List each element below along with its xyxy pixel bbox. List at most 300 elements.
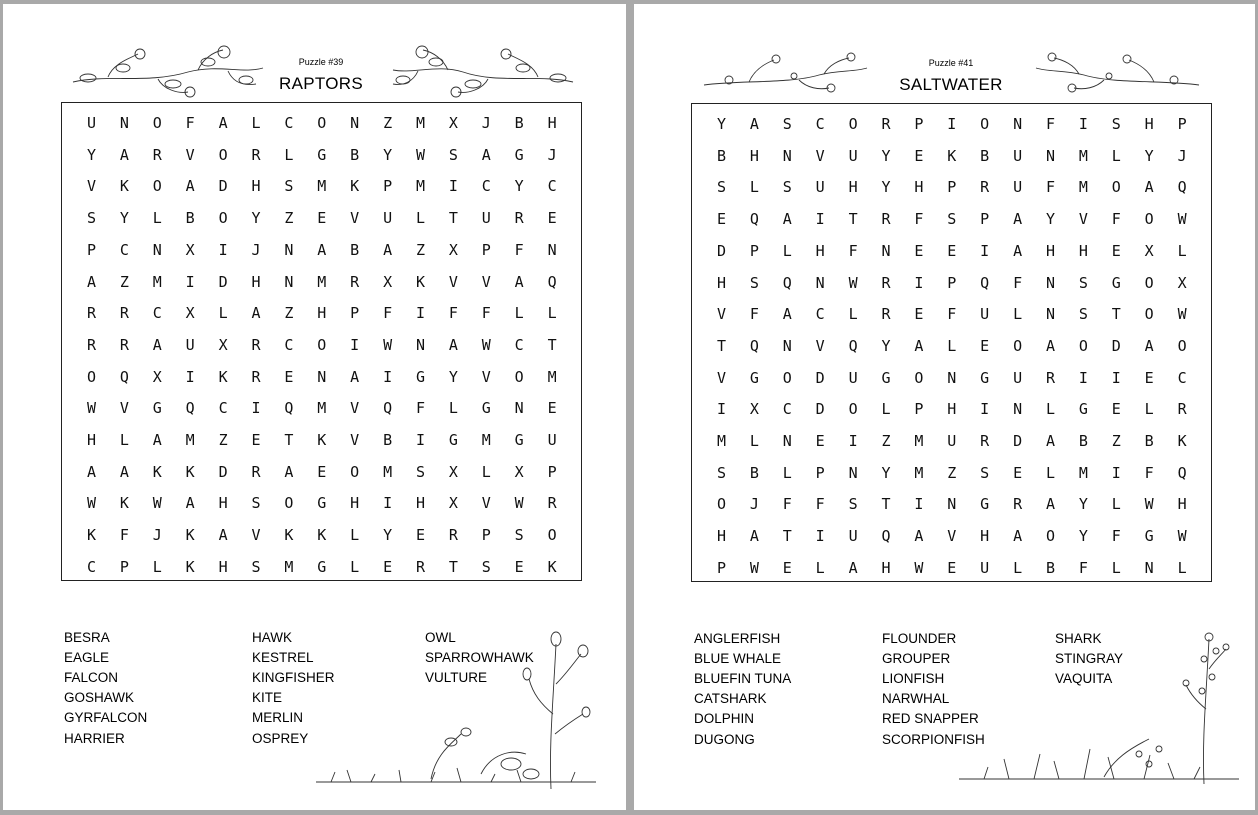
grid-letter[interactable]: L — [1111, 146, 1121, 165]
grid-letter[interactable]: S — [848, 495, 858, 514]
grid-letter[interactable]: E — [1144, 368, 1154, 387]
grid-letter[interactable]: Y — [1078, 527, 1088, 546]
grid-letter[interactable]: H — [1078, 241, 1088, 260]
grid-letter[interactable]: W — [415, 145, 426, 164]
grid-letter[interactable]: R — [119, 304, 129, 323]
grid-letter[interactable]: S — [86, 209, 97, 228]
grid-letter[interactable]: F — [815, 495, 825, 514]
grid-letter[interactable]: Y — [119, 209, 129, 228]
grid-letter[interactable]: P — [947, 178, 957, 197]
grid-letter[interactable]: R — [86, 335, 97, 354]
grid-letter[interactable]: V — [716, 368, 727, 387]
grid-letter[interactable]: G — [317, 145, 327, 164]
grid-letter[interactable]: N — [152, 240, 162, 259]
grid-letter[interactable]: A — [119, 462, 129, 481]
grid-letter[interactable]: U — [86, 114, 97, 132]
grid-letter[interactable]: F — [415, 399, 426, 418]
grid-letter[interactable]: U — [848, 368, 858, 387]
grid-letter[interactable]: C — [86, 557, 97, 576]
grid-letter[interactable]: O — [1144, 273, 1154, 292]
grid-letter[interactable]: V — [251, 526, 261, 545]
grid-letter[interactable]: L — [1013, 305, 1023, 324]
grid-letter[interactable]: F — [1045, 178, 1056, 197]
grid-letter[interactable]: U — [947, 432, 957, 450]
grid-letter[interactable]: A — [1045, 495, 1056, 514]
grid-letter[interactable]: E — [815, 432, 825, 450]
grid-letter[interactable]: Z — [218, 431, 228, 449]
grid-letter[interactable]: K — [218, 367, 228, 386]
grid-letter[interactable]: E — [980, 336, 990, 355]
grid-letter[interactable]: Y — [448, 367, 458, 386]
grid-letter[interactable]: U — [1013, 146, 1023, 165]
grid-letter[interactable]: R — [881, 305, 891, 324]
grid-letter[interactable]: N — [848, 463, 858, 482]
grid-letter[interactable]: H — [86, 431, 97, 449]
grid-letter[interactable]: A — [1045, 432, 1056, 450]
grid-letter[interactable]: A — [782, 210, 792, 229]
grid-letter[interactable]: H — [251, 177, 261, 196]
grid-letter[interactable]: X — [1144, 241, 1154, 260]
grid-letter[interactable]: N — [947, 495, 957, 514]
grid-letter[interactable]: E — [914, 305, 924, 324]
grid-letter[interactable]: K — [185, 557, 195, 576]
grid-letter[interactable]: B — [1078, 432, 1088, 450]
grid-letter[interactable]: O — [152, 177, 162, 196]
grid-letter[interactable]: P — [947, 273, 957, 292]
grid-letter[interactable]: G — [749, 368, 759, 387]
grid-letter[interactable]: S — [251, 494, 261, 513]
grid-letter[interactable]: S — [481, 557, 491, 576]
grid-letter[interactable]: A — [251, 304, 261, 323]
grid-letter[interactable]: N — [782, 146, 792, 165]
grid-letter[interactable]: P — [914, 400, 924, 419]
grid-letter[interactable]: I — [1111, 463, 1121, 482]
grid-letter[interactable]: A — [914, 336, 924, 355]
grid-letter[interactable]: Q — [185, 399, 195, 418]
grid-letter[interactable]: R — [251, 367, 261, 386]
grid-letter[interactable]: C — [514, 335, 524, 354]
grid-letter[interactable]: A — [514, 272, 524, 291]
grid-letter[interactable]: V — [350, 209, 360, 228]
grid-letter[interactable]: Y — [881, 463, 891, 482]
grid-letter[interactable]: E — [317, 209, 327, 228]
grid-letter[interactable]: C — [815, 305, 825, 324]
grid-letter[interactable]: A — [1013, 527, 1023, 546]
grid-letter[interactable]: Y — [86, 145, 97, 164]
grid-letter[interactable]: I — [980, 241, 990, 260]
grid-letter[interactable]: H — [547, 114, 557, 132]
grid-letter[interactable]: X — [749, 400, 759, 419]
grid-letter[interactable]: O — [317, 114, 327, 132]
grid-letter[interactable]: O — [152, 114, 162, 132]
grid-letter[interactable]: A — [86, 462, 97, 481]
grid-letter[interactable]: F — [1045, 115, 1056, 133]
grid-letter[interactable]: U — [815, 178, 825, 197]
grid-letter[interactable]: C — [547, 177, 557, 196]
grid-letter[interactable]: S — [415, 462, 426, 481]
grid-letter[interactable]: O — [317, 335, 327, 354]
grid-letter[interactable]: M — [152, 272, 162, 291]
grid-letter[interactable]: R — [152, 145, 162, 164]
grid-letter[interactable]: F — [185, 114, 195, 132]
grid-letter[interactable]: Z — [119, 272, 129, 291]
grid-letter[interactable]: O — [1144, 210, 1154, 229]
grid-letter[interactable]: L — [350, 526, 360, 545]
grid-letter[interactable]: V — [716, 305, 727, 324]
grid-letter[interactable]: S — [749, 273, 759, 292]
grid-letter[interactable]: N — [284, 272, 294, 291]
grid-letter[interactable]: A — [218, 114, 228, 132]
grid-letter[interactable]: Q — [881, 527, 891, 546]
grid-letter[interactable]: M — [284, 557, 294, 576]
grid-letter[interactable]: X — [152, 367, 162, 386]
grid-letter[interactable]: A — [218, 526, 228, 545]
grid-letter[interactable]: Y — [881, 336, 891, 355]
grid-letter[interactable]: E — [1111, 400, 1121, 419]
grid-letter[interactable]: N — [350, 114, 360, 132]
grid-letter[interactable]: C — [284, 114, 294, 132]
grid-letter[interactable]: I — [218, 240, 228, 259]
grid-letter[interactable]: D — [1111, 336, 1121, 355]
grid-letter[interactable]: R — [514, 209, 524, 228]
grid-letter[interactable]: D — [218, 462, 228, 481]
grid-letter[interactable]: K — [415, 272, 426, 291]
grid-letter[interactable]: P — [749, 241, 759, 260]
grid-letter[interactable]: L — [1045, 400, 1056, 419]
grid-letter[interactable]: I — [383, 367, 393, 386]
grid-letter[interactable]: Y — [881, 178, 891, 197]
grid-letter[interactable]: Z — [1111, 432, 1121, 450]
grid-letter[interactable]: W — [1177, 527, 1187, 546]
grid-letter[interactable]: A — [914, 527, 924, 546]
grid-letter[interactable]: R — [547, 494, 557, 513]
grid-letter[interactable]: O — [547, 526, 557, 545]
grid-letter[interactable]: Q — [782, 273, 792, 292]
grid-letter[interactable]: N — [514, 399, 524, 418]
grid-letter[interactable]: V — [119, 399, 129, 418]
grid-letter[interactable]: D — [218, 177, 228, 196]
grid-letter[interactable]: P — [481, 240, 491, 259]
grid-letter[interactable]: I — [185, 272, 195, 291]
grid-letter[interactable]: F — [1078, 558, 1088, 577]
grid-letter[interactable]: L — [119, 431, 129, 449]
grid-letter[interactable]: N — [1045, 305, 1056, 324]
grid-letter[interactable]: H — [1144, 115, 1154, 133]
grid-letter[interactable]: I — [350, 335, 360, 354]
grid-letter[interactable]: C — [481, 177, 491, 196]
grid-letter[interactable]: Z — [284, 304, 294, 323]
grid-letter[interactable]: N — [947, 368, 957, 387]
grid-letter[interactable]: O — [1111, 178, 1121, 197]
grid-letter[interactable]: Z — [284, 209, 294, 228]
grid-letter[interactable]: R — [1045, 368, 1056, 387]
grid-letter[interactable]: P — [86, 240, 97, 259]
grid-letter[interactable]: K — [152, 462, 162, 481]
grid-letter[interactable]: G — [1078, 400, 1088, 419]
grid-letter[interactable]: I — [815, 527, 825, 546]
grid-letter[interactable]: T — [547, 335, 557, 354]
grid-letter[interactable]: L — [848, 305, 858, 324]
grid-letter[interactable]: S — [514, 526, 524, 545]
grid-letter[interactable]: K — [185, 462, 195, 481]
grid-letter[interactable]: Y — [716, 115, 727, 133]
grid-letter[interactable]: L — [1144, 400, 1154, 419]
grid-letter[interactable]: I — [415, 304, 426, 323]
grid-letter[interactable]: E — [947, 558, 957, 577]
grid-letter[interactable]: L — [749, 178, 759, 197]
grid-letter[interactable]: H — [415, 494, 426, 513]
grid-letter[interactable]: X — [448, 462, 458, 481]
grid-letter[interactable]: F — [1013, 273, 1023, 292]
grid-letter[interactable]: O — [848, 115, 858, 133]
grid-letter[interactable]: M — [481, 431, 491, 449]
grid-letter[interactable]: O — [716, 495, 727, 514]
grid-letter[interactable]: N — [782, 432, 792, 450]
grid-letter[interactable]: C — [782, 400, 792, 419]
grid-letter[interactable]: N — [782, 336, 792, 355]
grid-letter[interactable]: T — [716, 336, 727, 355]
grid-letter[interactable]: L — [514, 304, 524, 323]
grid-letter[interactable]: A — [782, 305, 792, 324]
grid-letter[interactable]: E — [947, 241, 957, 260]
grid-letter[interactable]: A — [1144, 178, 1154, 197]
grid-letter[interactable]: G — [317, 494, 327, 513]
grid-letter[interactable]: M — [415, 114, 426, 132]
grid-letter[interactable]: I — [1078, 368, 1088, 387]
grid-letter[interactable]: G — [980, 368, 990, 387]
grid-letter[interactable]: Y — [514, 177, 524, 196]
grid-letter[interactable]: G — [514, 145, 524, 164]
grid-letter[interactable]: Q — [547, 272, 557, 291]
grid-letter[interactable]: O — [218, 209, 228, 228]
grid-letter[interactable]: X — [448, 240, 458, 259]
grid-letter[interactable]: S — [980, 463, 990, 482]
grid-letter[interactable]: B — [716, 146, 727, 165]
grid-letter[interactable]: P — [980, 210, 990, 229]
grid-letter[interactable]: G — [481, 399, 491, 418]
grid-letter[interactable]: N — [1045, 273, 1056, 292]
grid-letter[interactable]: S — [251, 557, 261, 576]
grid-letter[interactable]: S — [782, 178, 792, 197]
grid-letter[interactable]: A — [284, 462, 294, 481]
grid-letter[interactable]: E — [914, 241, 924, 260]
grid-letter[interactable]: R — [1177, 400, 1187, 419]
grid-letter[interactable]: A — [1045, 336, 1056, 355]
grid-letter[interactable]: D — [218, 272, 228, 291]
grid-letter[interactable]: S — [947, 210, 957, 229]
grid-letter[interactable]: M — [415, 177, 426, 196]
grid-letter[interactable]: O — [848, 400, 858, 419]
grid-letter[interactable]: Y — [881, 146, 891, 165]
grid-letter[interactable]: J — [547, 145, 557, 164]
grid-letter[interactable]: K — [947, 146, 957, 165]
grid-letter[interactable]: C — [1177, 368, 1187, 387]
grid-letter[interactable]: Y — [1144, 146, 1154, 165]
grid-letter[interactable]: N — [284, 240, 294, 259]
grid-letter[interactable]: L — [547, 304, 557, 323]
grid-letter[interactable]: A — [1013, 241, 1023, 260]
grid-letter[interactable]: H — [815, 241, 825, 260]
grid-letter[interactable]: B — [350, 240, 360, 259]
grid-letter[interactable]: L — [1111, 495, 1121, 514]
grid-letter[interactable]: R — [86, 304, 97, 323]
grid-letter[interactable]: P — [350, 304, 360, 323]
grid-letter[interactable]: W — [914, 558, 924, 577]
grid-letter[interactable]: P — [119, 557, 129, 576]
grid-letter[interactable]: S — [1078, 305, 1088, 324]
grid-letter[interactable]: W — [86, 399, 97, 418]
grid-letter[interactable]: L — [1177, 241, 1187, 260]
grid-letter[interactable]: I — [914, 273, 924, 292]
grid-letter[interactable]: D — [1013, 432, 1023, 450]
grid-letter[interactable]: N — [1013, 400, 1023, 419]
grid-letter[interactable]: T — [448, 209, 458, 228]
grid-letter[interactable]: K — [1177, 432, 1187, 450]
grid-letter[interactable]: W — [848, 273, 858, 292]
grid-letter[interactable]: V — [1078, 210, 1088, 229]
grid-letter[interactable]: D — [815, 400, 825, 419]
grid-letter[interactable]: M — [547, 367, 557, 386]
grid-letter[interactable]: K — [317, 431, 327, 449]
grid-letter[interactable]: G — [1111, 273, 1121, 292]
grid-letter[interactable]: O — [514, 367, 524, 386]
grid-letter[interactable]: I — [716, 400, 727, 419]
grid-letter[interactable]: D — [815, 368, 825, 387]
grid-letter[interactable]: A — [317, 240, 327, 259]
grid-letter[interactable]: G — [448, 431, 458, 449]
grid-letter[interactable]: Q — [284, 399, 294, 418]
grid-letter[interactable]: L — [350, 557, 360, 576]
grid-letter[interactable]: Q — [848, 336, 858, 355]
grid-letter[interactable]: W — [1144, 495, 1154, 514]
grid-letter[interactable]: L — [152, 209, 162, 228]
grid-letter[interactable]: W — [86, 494, 97, 513]
grid-letter[interactable]: K — [547, 557, 557, 576]
grid-letter[interactable]: V — [947, 527, 957, 546]
grid-letter[interactable]: H — [980, 527, 990, 546]
grid-letter[interactable]: B — [749, 463, 759, 482]
grid-letter[interactable]: Q — [749, 210, 759, 229]
grid-letter[interactable]: W — [481, 335, 491, 354]
grid-letter[interactable]: N — [547, 240, 557, 259]
grid-letter[interactable]: V — [350, 399, 360, 418]
grid-letter[interactable]: T — [448, 557, 458, 576]
grid-letter[interactable]: S — [716, 178, 727, 197]
grid-letter[interactable]: A — [185, 177, 195, 196]
grid-letter[interactable]: M — [1078, 146, 1088, 165]
grid-letter[interactable]: L — [947, 336, 957, 355]
grid-letter[interactable]: G — [317, 557, 327, 576]
grid-letter[interactable]: S — [1111, 115, 1121, 133]
grid-letter[interactable]: W — [152, 494, 162, 513]
grid-letter[interactable]: N — [317, 367, 327, 386]
grid-letter[interactable]: X — [218, 335, 228, 354]
grid-letter[interactable]: X — [185, 240, 195, 259]
grid-letter[interactable]: X — [448, 494, 458, 513]
grid-letter[interactable]: V — [448, 272, 458, 291]
grid-letter[interactable]: L — [749, 432, 759, 450]
grid-letter[interactable]: Y — [383, 526, 393, 545]
grid-letter[interactable]: O — [914, 368, 924, 387]
grid-letter[interactable]: U — [185, 335, 195, 354]
grid-letter[interactable]: G — [415, 367, 426, 386]
grid-letter[interactable]: H — [1045, 241, 1056, 260]
grid-letter[interactable]: V — [815, 146, 825, 165]
grid-letter[interactable]: E — [716, 210, 727, 229]
grid-letter[interactable]: H — [848, 178, 858, 197]
grid-letter[interactable]: O — [86, 367, 97, 386]
grid-letter[interactable]: Z — [383, 114, 393, 132]
grid-letter[interactable]: O — [1144, 305, 1154, 324]
grid-letter[interactable]: I — [383, 494, 393, 513]
grid-letter[interactable]: H — [716, 273, 727, 292]
grid-letter[interactable]: E — [547, 399, 557, 418]
grid-letter[interactable]: M — [317, 399, 327, 418]
grid-letter[interactable]: E — [547, 209, 557, 228]
grid-letter[interactable]: N — [415, 335, 426, 354]
grid-letter[interactable]: F — [782, 495, 792, 514]
grid-letter[interactable]: A — [749, 527, 759, 546]
grid-letter[interactable]: I — [848, 432, 858, 450]
grid-letter[interactable]: F — [514, 240, 524, 259]
grid-letter[interactable]: G — [980, 495, 990, 514]
grid-letter[interactable]: O — [1013, 336, 1023, 355]
grid-letter[interactable]: C — [119, 240, 129, 259]
grid-letter[interactable]: Q — [749, 336, 759, 355]
grid-letter[interactable]: C — [152, 304, 162, 323]
grid-letter[interactable]: F — [383, 304, 393, 323]
grid-letter[interactable]: U — [980, 558, 990, 577]
grid-letter[interactable]: B — [185, 209, 195, 228]
grid-letter[interactable]: F — [947, 305, 957, 324]
grid-letter[interactable]: E — [415, 526, 426, 545]
grid-letter[interactable]: J — [1177, 146, 1187, 165]
grid-letter[interactable]: Q — [383, 399, 393, 418]
grid-letter[interactable]: Z — [415, 240, 426, 259]
grid-letter[interactable]: N — [1045, 146, 1056, 165]
grid-letter[interactable]: I — [1111, 368, 1121, 387]
grid-letter[interactable]: M — [317, 177, 327, 196]
grid-letter[interactable]: I — [448, 177, 458, 196]
grid-letter[interactable]: H — [914, 178, 924, 197]
grid-letter[interactable]: G — [1144, 527, 1154, 546]
grid-letter[interactable]: H — [716, 527, 727, 546]
grid-letter[interactable]: F — [749, 305, 759, 324]
grid-letter[interactable]: O — [980, 115, 990, 133]
grid-letter[interactable]: H — [218, 494, 228, 513]
grid-letter[interactable]: C — [218, 399, 228, 418]
grid-letter[interactable]: I — [914, 495, 924, 514]
grid-letter[interactable]: L — [1045, 463, 1056, 482]
grid-letter[interactable]: C — [284, 335, 294, 354]
grid-letter[interactable]: U — [848, 146, 858, 165]
grid-letter[interactable]: E — [782, 558, 792, 577]
grid-letter[interactable]: L — [1013, 558, 1023, 577]
grid-letter[interactable]: O — [1177, 336, 1187, 355]
grid-letter[interactable]: N — [1144, 558, 1154, 577]
grid-letter[interactable]: T — [848, 210, 858, 229]
grid-letter[interactable]: I — [815, 210, 825, 229]
grid-letter[interactable]: U — [1013, 178, 1023, 197]
grid-letter[interactable]: K — [119, 494, 129, 513]
grid-letter[interactable]: F — [119, 526, 129, 545]
grid-letter[interactable]: R — [251, 335, 261, 354]
grid-letter[interactable]: R — [881, 115, 891, 133]
grid-letter[interactable]: H — [947, 400, 957, 419]
grid-letter[interactable]: P — [1177, 115, 1187, 133]
grid-letter[interactable]: W — [1177, 305, 1187, 324]
grid-letter[interactable]: B — [980, 146, 990, 165]
